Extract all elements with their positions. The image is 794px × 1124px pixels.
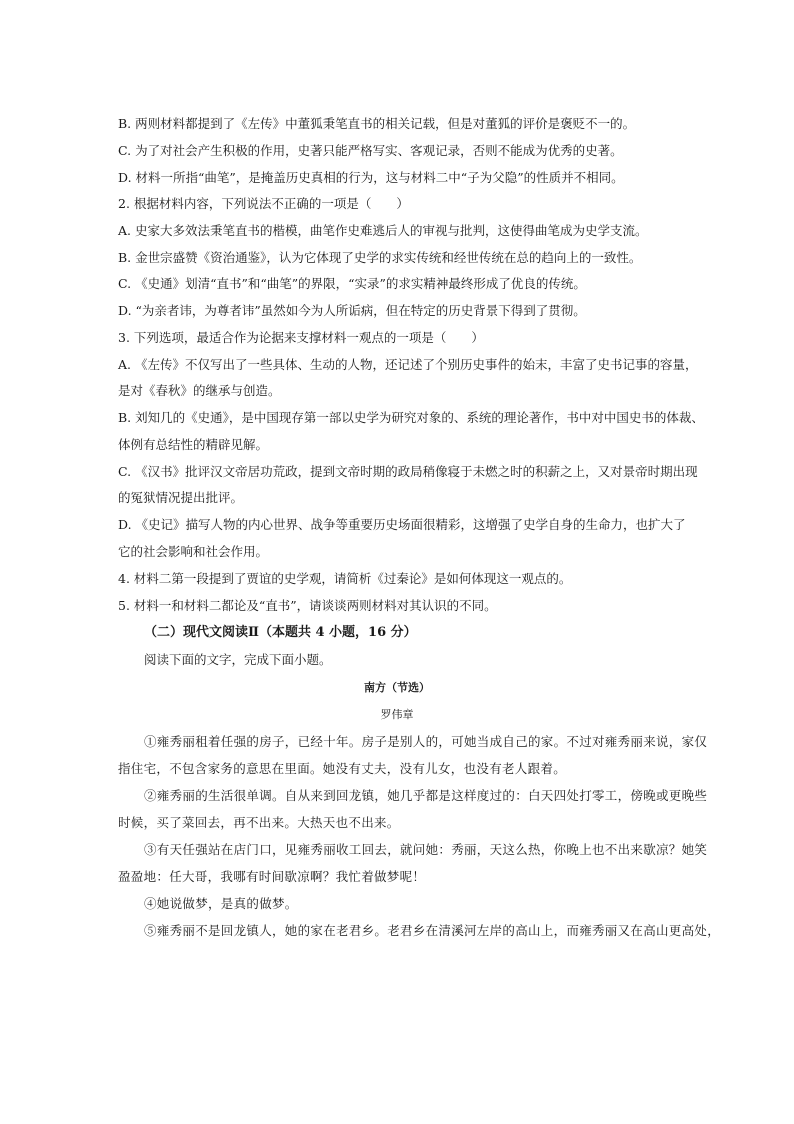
q2-option-d: D. “为亲者讳，为尊者讳”虽然如今为人所诟病，但在特定的历史背景下得到了贯彻。 (118, 303, 586, 318)
paragraph-5-line1: ⑤雍秀丽不是回龙镇人，她的家在老君乡。老君乡在清溪河左岸的高山上，而雍秀丽又在高山更高处， (144, 923, 721, 938)
q5-stem: 5. 材料一和材料二都论及“直书”，请谈谈两则材料对其认识的不同。 (118, 598, 497, 613)
section-heading: （二）现代文阅读Ⅱ（本题共 4 小题，16 分） (144, 625, 417, 640)
q2-option-a: A. 史家大多效法秉笔直书的楷模，曲笔作史难逃后人的审视与批判，这使得曲笔成为史学支流。 (118, 223, 648, 238)
q3-option-d-line1: D. 《史记》描写人物的内心世界、战争等重要历史场面很精彩，这增强了史学自身的生命力，也扩大了 (118, 517, 686, 532)
paragraph-4: ④她说做梦，是真的做梦。 (144, 896, 298, 911)
passage-title: 南方（节选） (364, 681, 430, 694)
q2-option-b: B. 金世宗盛赞《资治通鉴》，认为它体现了史学的求实传统和经世传统在总的趋向上的一致性。 (118, 250, 642, 265)
q3-option-c-line2: 的冤狱情况提出批评。 (118, 490, 244, 505)
q1-option-c: C. 为了对社会产生积极的作用，史著只能严格写实、客观记录，否则不能成为优秀的史著。 (118, 143, 623, 158)
q3-option-b-line2: 体例有总结性的精辟见解。 (118, 437, 269, 452)
paragraph-3-line1: ③有天任强站在店门口，见雍秀丽收工回去，就问她：秀丽，天这么热，你晚上也不出来歇凉？她笑 (144, 842, 708, 857)
q3-option-a-line2: 是对《春秋》的继承与创造。 (118, 383, 281, 398)
q3-option-b-line1: B. 刘知几的《史通》，是中国现存第一部以史学为研究对象的、系统的理论著作，书中对中国史书的体裁、 (118, 410, 704, 425)
q2-option-c: C. 《史通》划清“直书”和“曲笔”的界限，“实录”的求实精神最终形成了优良的传统。 (118, 276, 586, 291)
q3-option-a-line1: A. 《左传》不仅写出了一些具体、生动的人物，还记述了个别历史事件的始末，丰富了史书记事的容量， (118, 357, 698, 372)
paragraph-2-line1: ②雍秀丽的生活很单调。自从来到回龙镇，她几乎都是这样度过的：白天四处打零工，傍晚或更晚些 (144, 788, 708, 803)
paragraph-1-line2: 指住宅，不包含家务的意思在里面。她没有丈夫，没有儿女，也没有老人跟着。 (118, 761, 567, 776)
q4-stem: 4. 材料二第一段提到了贾谊的史学观，请简析《过秦论》是如何体现这一观点的。 (118, 571, 572, 586)
section-instruction: 阅读下面的文字，完成下面小题。 (144, 652, 332, 667)
paragraph-2-line2: 时候，买了菜回去，再不出来。大热天也不出来。 (118, 815, 400, 830)
paragraph-1-line1: ①雍秀丽租着任强的房子，已经十年。房子是别人的，可她当成自己的家。不过对雍秀丽来说，家仅 (144, 734, 708, 749)
q3-option-d-line2: 它的社会影响和社会作用。 (118, 544, 269, 559)
q1-option-b: B. 两则材料都提到了《左传》中董狐秉笔直书的相关记载，但是对董狐的评价是褒贬不一的。 (118, 116, 636, 131)
paragraph-3-line2: 盈盈地：任大哥，我哪有时间歇凉啊？我忙着做梦呢！ (118, 869, 426, 884)
q2-stem: 2. 根据材料内容，下列说法不正确的一项是（ ） (118, 196, 409, 211)
passage-author: 罗伟章 (380, 708, 414, 721)
q3-stem: 3. 下列选项，最适合作为论据来支撑材料一观点的一项是（ ） (118, 330, 484, 345)
q3-option-c-line1: C. 《汉书》批评汉文帝居功荒政，提到文帝时期的政局稍像寝于未燃之时的积薪之上，又对景帝时期出现 (118, 464, 698, 479)
q1-option-d: D. 材料一所指“曲笔”，是掩盖历史真相的行为，这与材料二中“子为父隐”的性质并不相同。 (118, 170, 624, 185)
